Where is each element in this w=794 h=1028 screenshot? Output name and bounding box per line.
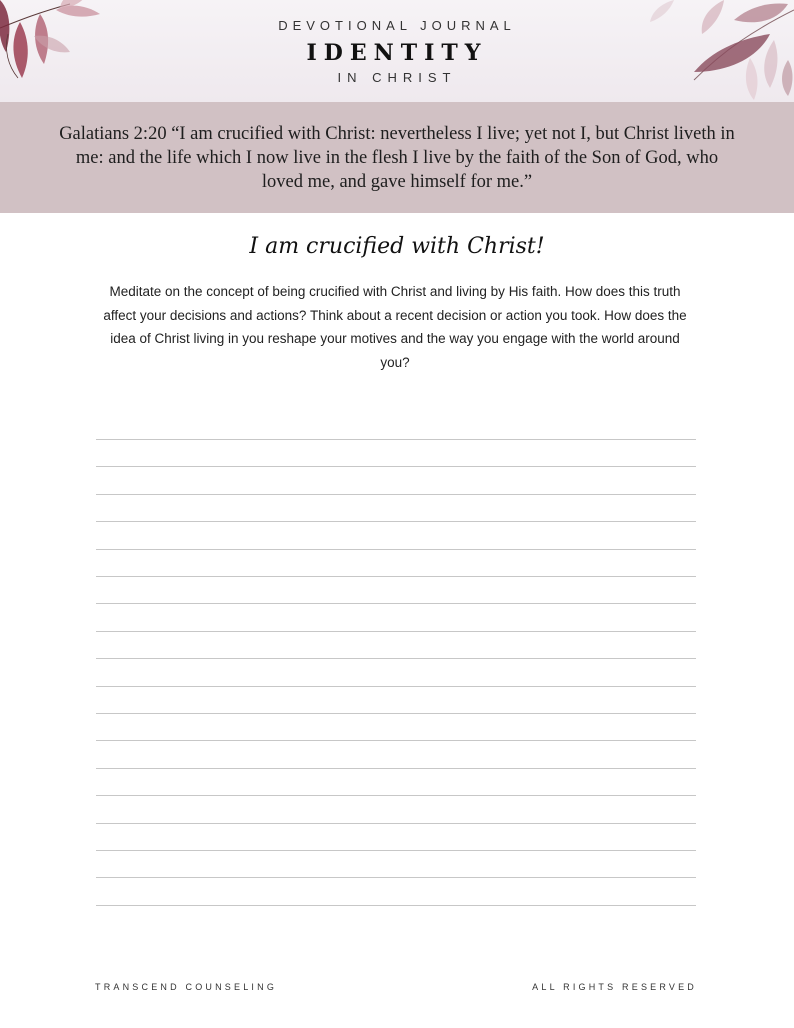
writing-line[interactable] bbox=[96, 494, 696, 495]
writing-line[interactable] bbox=[96, 549, 696, 550]
writing-line[interactable] bbox=[96, 466, 696, 467]
journal-subtitle: IN CHRIST bbox=[337, 70, 457, 85]
writing-line[interactable] bbox=[96, 740, 696, 741]
writing-line[interactable] bbox=[96, 658, 696, 659]
writing-line[interactable] bbox=[96, 439, 696, 440]
prompt-question: Meditate on the concept of being crucified with Christ and living by His faith. How does this truth affect your decisions and actions? Think about a recent decision or action you took. How does the idea of Christ living in you reshape your motives and the way you engage with the world around you? bbox=[103, 284, 687, 370]
writing-line[interactable] bbox=[96, 576, 696, 577]
prompt-heading: I am crucified with Christ! bbox=[249, 234, 545, 259]
writing-line[interactable] bbox=[96, 877, 696, 878]
writing-line[interactable] bbox=[96, 905, 696, 906]
writing-line[interactable] bbox=[96, 686, 696, 687]
writing-line[interactable] bbox=[96, 823, 696, 824]
writing-line[interactable] bbox=[96, 603, 696, 604]
footer-brand: TRANSCEND COUNSELING bbox=[95, 982, 278, 992]
scripture-verse: Galatians 2:20 “I am crucified with Christ: nevertheless I live; yet not I, but Christ liveth in me: and the life which I now live in the flesh I live by the faith of the Son of God, who loved me, and gave himself for me.” bbox=[59, 123, 735, 192]
writing-line[interactable] bbox=[96, 521, 696, 522]
verse-band bbox=[0, 102, 794, 213]
writing-line[interactable] bbox=[96, 768, 696, 769]
header-banner bbox=[0, 0, 794, 102]
writing-line[interactable] bbox=[96, 850, 696, 851]
writing-line[interactable] bbox=[96, 631, 696, 632]
footer-rights: ALL RIGHTS RESERVED bbox=[532, 982, 697, 992]
journal-title: IDENTITY bbox=[306, 40, 488, 66]
writing-line[interactable] bbox=[96, 795, 696, 796]
writing-line[interactable] bbox=[96, 713, 696, 714]
journal-supertitle: DEVOTIONAL JOURNAL bbox=[278, 18, 516, 33]
